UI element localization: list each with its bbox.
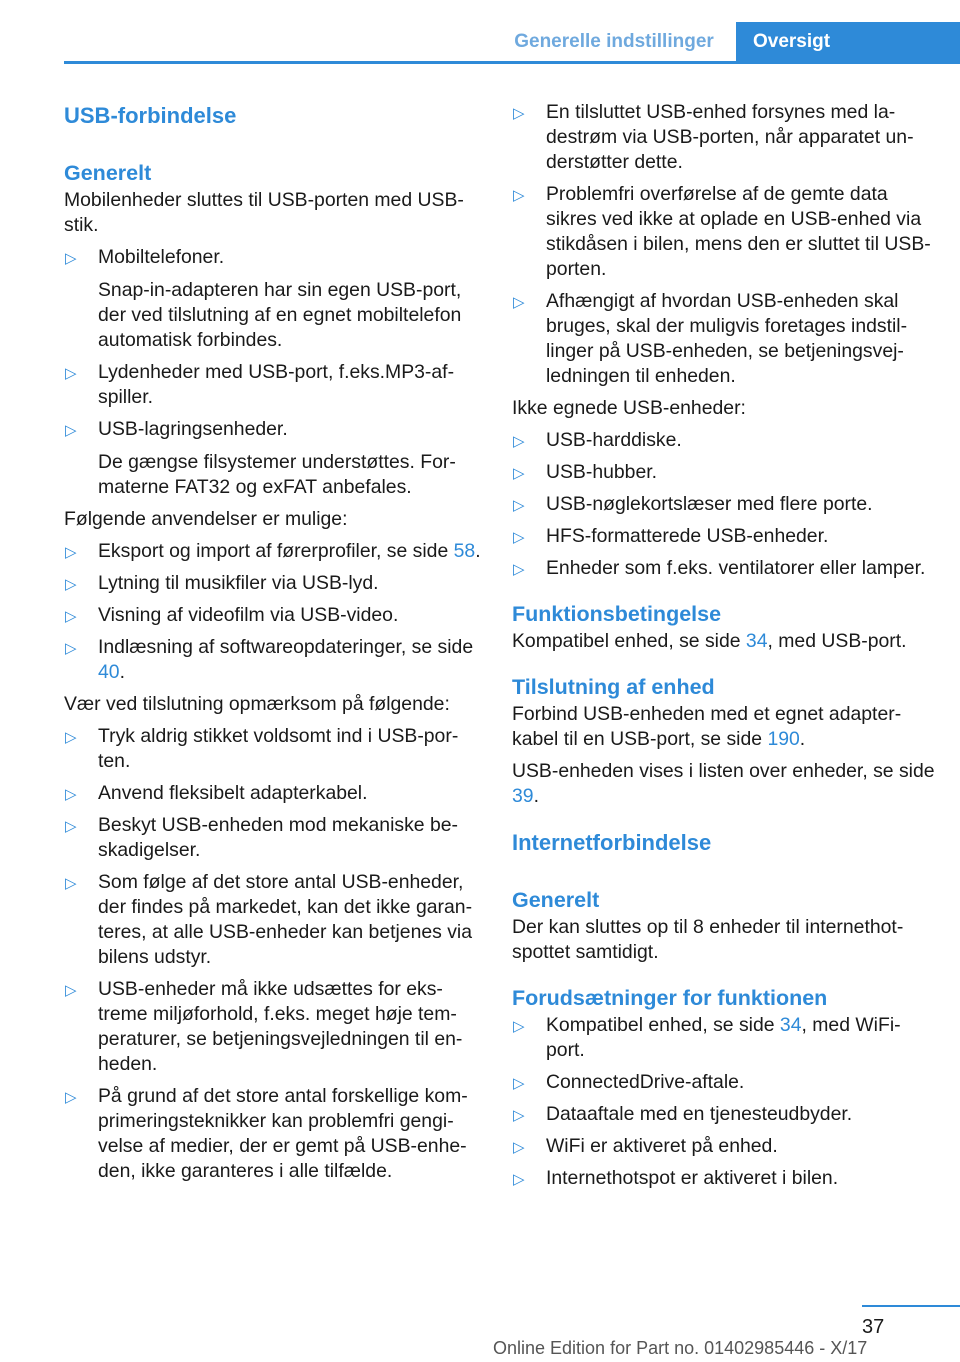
connect-text-2: USB-enheden vises i listen over enheder, se side 39. (512, 760, 935, 807)
prerequisites-list (512, 1013, 936, 1191)
page-link-39[interactable]: 39 (512, 785, 534, 807)
triangle-bullet-icon: ▷ (65, 875, 77, 892)
uses-intro: Følgende anvendelser er mulige: (64, 508, 348, 530)
page-link-190[interactable]: 190 (767, 728, 800, 750)
header-rule (64, 61, 960, 64)
page-link-58[interactable]: 58 (453, 540, 476, 562)
list-item: ▷ Internethotspot er aktiveret i bilen. (512, 1166, 936, 1191)
triangle-bullet-icon: ▷ (65, 544, 77, 561)
list-item: ▷ Visning af videofilm via USB-video. (64, 603, 482, 628)
list-item: ▷ USB-hubber. (512, 460, 936, 485)
list-item: ▷ Mobiltelefoner. Snap-in-adapteren har sin egen USB-port, der ved tilslutning af en egnet mobiltelefon automatisk forbindes. (65, 246, 462, 351)
function-condition-heading: Funktionsbetingelse (512, 602, 722, 626)
list-item: ▷ Beskyt USB-enheden mod mekaniske beskadigelser. (65, 814, 458, 861)
triangle-bullet-icon: ▷ (65, 640, 77, 657)
triangle-bullet-icon: ▷ (513, 187, 525, 204)
triangle-bullet-icon: ▷ (513, 529, 525, 546)
list-item: ▷ USB-harddiske. (512, 428, 936, 453)
uses-list (64, 539, 482, 685)
device-list (64, 245, 482, 500)
triangle-bullet-icon: ▷ (513, 1107, 525, 1124)
triangle-bullet-icon: ▷ (513, 1075, 525, 1092)
list-item: ▷ Som følge af det store antal USB-enheder, der findes på markedet, kan det ikke garanteres, at alle USB-enheder kan betjenes via bilens udstyr. (65, 871, 473, 968)
list-item: ▷ På grund af det store antal forskellige komprimeringsteknikker kan problemfri gengivelse af medier, der er gemt på USB-enheden, ikke garanteres i alle tilfælde. (65, 1085, 468, 1182)
internet-section-title: Internetforbindelse (512, 830, 712, 855)
triangle-bullet-icon: ▷ (65, 576, 77, 593)
list-item: ▷ Kompatibel enhed, se side 34, med WiFi-port. (513, 1014, 901, 1061)
list-item: ▷ HFS-formatterede USB-enheder. (512, 524, 936, 549)
triangle-bullet-icon: ▷ (65, 729, 77, 746)
notes-list-continued (512, 100, 936, 389)
triangle-bullet-icon: ▷ (65, 608, 77, 625)
list-item: ▷ Tryk aldrig stikket voldsomt ind i USB-porten. (65, 725, 459, 772)
connect-device-heading: Tilslutning af enhed (512, 675, 715, 699)
triangle-bullet-icon: ▷ (513, 105, 525, 122)
list-item: ▷ USB-lagringsenheder. De gængse filsystemer understøttes. Formaterne FAT32 og exFAT anbefales. (65, 418, 456, 498)
function-condition-text: Kompatibel enhed, se side 34, med USB-port. (512, 630, 907, 652)
list-item: ▷ WiFi er aktiveret på enhed. (512, 1134, 936, 1159)
triangle-bullet-icon: ▷ (513, 1171, 525, 1188)
triangle-bullet-icon: ▷ (513, 465, 525, 482)
list-item: ▷ Indlæsning af softwareopdateringer, se side 40. (65, 636, 474, 683)
list-item: ▷ Enheder som f.eks. ventilatorer eller lamper. (512, 556, 936, 581)
list-item: ▷ Lytning til musikfiler via USB-lyd. (64, 571, 482, 596)
list-item: ▷ USB-enheder må ikke udsættes for ekstreme miljøforhold, f.eks. meget høje temperaturer, se betjeningsvejledningen til enheden. (65, 978, 463, 1075)
footer-rule (862, 1305, 960, 1307)
connect-text-1: Forbind USB-enheden med et egnet adapterkabel til en USB-port, se side 190. (512, 703, 902, 750)
page-link-34[interactable]: 34 (745, 630, 768, 652)
list-item: ▷ ConnectedDrive-aftale. (512, 1070, 936, 1095)
triangle-bullet-icon: ▷ (513, 561, 525, 578)
list-item: ▷ Eksport og import af førerprofiler, se side 58. (64, 539, 482, 564)
internet-intro: Der kan sluttes op til 8 enheder til internethotspottet samtidigt. (512, 916, 904, 963)
triangle-bullet-icon: ▷ (513, 1139, 525, 1156)
list-item: ▷ Problemfri overførelse af de gemte data sikres ved ikke at oplade en USB-enhed via stikdåsen i bilen, mens den er sluttet til USB-porten. (513, 183, 931, 280)
list-item: ▷ Afhængigt af hvordan USB-enheden skal bruges, skal der muligvis foretages indstillinger på USB-enheden, se betjeningsvejledningen til enheden. (513, 290, 908, 387)
usb-intro: Mobilenheder sluttes til USB-porten med USB-stik. (64, 189, 464, 236)
list-item: ▷ Dataaftale med en tjenesteudbyder. (512, 1102, 936, 1127)
triangle-bullet-icon: ▷ (513, 497, 525, 514)
list-item: ▷ Anvend fleksibelt adapterkabel. (64, 781, 482, 806)
triangle-bullet-icon: ▷ (65, 786, 77, 803)
triangle-bullet-icon: ▷ (65, 982, 77, 999)
triangle-bullet-icon: ▷ (513, 433, 525, 450)
triangle-bullet-icon: ▷ (65, 250, 77, 267)
page-link-34[interactable]: 34 (779, 1014, 802, 1036)
unsuitable-list (512, 428, 936, 581)
page-link-40[interactable]: 40 (98, 661, 120, 683)
notes-intro: Vær ved tilslutning opmærksom på følgende: (64, 693, 450, 715)
header-overview-tab: Oversigt (736, 22, 960, 61)
edition-watermark: Online Edition for Part no. 01402985446 - X/17 (493, 1338, 868, 1358)
triangle-bullet-icon: ▷ (513, 294, 525, 311)
prerequisites-heading: Forudsætninger for funktionen (512, 986, 828, 1010)
right-column (512, 100, 936, 1198)
left-column (64, 100, 482, 1191)
triangle-bullet-icon: ▷ (65, 818, 77, 835)
header-section-tab: Generelle indstillinger (514, 30, 714, 52)
notes-list (64, 724, 482, 1184)
unsuitable-intro: Ikke egnede USB-enheder: (512, 397, 746, 419)
generelt-heading: Generelt (64, 161, 152, 185)
internet-generelt-heading: Generelt (512, 888, 600, 912)
triangle-bullet-icon: ▷ (65, 1089, 77, 1106)
list-item: ▷ En tilsluttet USB-enhed forsynes med ladestrøm via USB-porten, når apparatet understøtter dette. (513, 101, 914, 173)
list-item: ▷ Lydenheder med USB-port, f.eks.MP3-afspiller. (65, 361, 455, 408)
usb-section-title: USB-forbindelse (64, 103, 237, 128)
triangle-bullet-icon: ▷ (513, 1018, 525, 1035)
triangle-bullet-icon: ▷ (65, 365, 77, 382)
triangle-bullet-icon: ▷ (65, 422, 77, 439)
page-number: 37 (862, 1316, 885, 1338)
list-item: ▷ USB-nøglekortslæser med flere porte. (512, 492, 936, 517)
